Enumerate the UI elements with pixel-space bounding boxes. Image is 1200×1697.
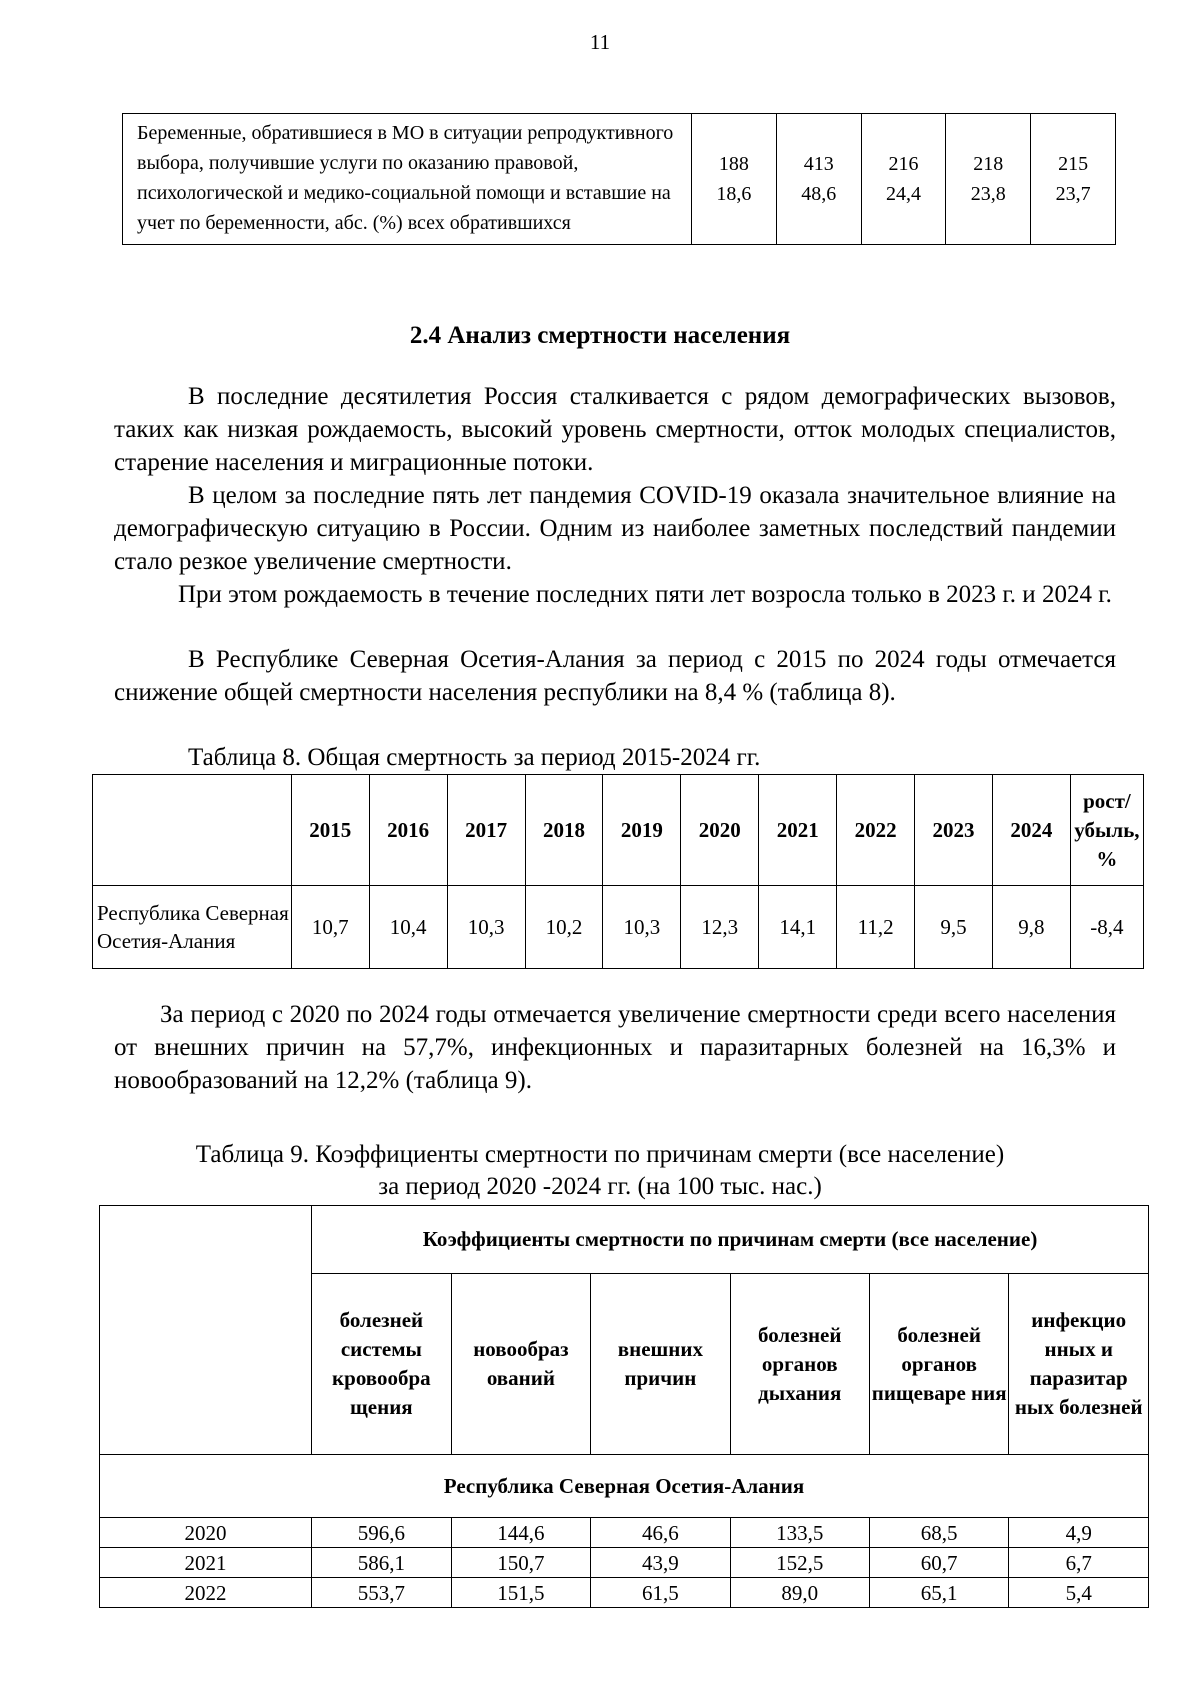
column-header: внешних причин	[591, 1274, 730, 1455]
column-header: 2023	[915, 775, 993, 886]
group-header: Коэффициенты смертности по причинам смерти (все население)	[312, 1206, 1149, 1274]
table-cell: 152,5	[730, 1548, 869, 1578]
table-header-row	[93, 775, 1144, 886]
table-cell: 4,9	[1009, 1518, 1149, 1548]
table-row	[100, 1578, 1149, 1608]
value-abs: 188	[718, 153, 749, 175]
value-cell	[861, 114, 946, 245]
table-row	[123, 114, 1116, 245]
table-cell: 10,3	[603, 886, 681, 969]
column-header: болезней органов дыхания	[730, 1274, 869, 1455]
table-cell: 5,4	[1009, 1578, 1149, 1608]
column-header: болезней системы кровообра щения	[312, 1274, 452, 1455]
value-pct: 23,7	[1055, 183, 1091, 205]
value-cell	[1031, 114, 1116, 245]
value-abs: 413	[803, 153, 834, 175]
column-header: болезней органов пищеваре ния	[869, 1274, 1009, 1455]
value-pct: 48,6	[801, 183, 837, 205]
table-cell: 10,2	[525, 886, 603, 969]
paragraph: За период с 2020 по 2024 годы отмечается увеличение смертности среди всего населения от внешних причин на 57,7%, инфекционных и паразитарных болезней на 16,3% и новообразований на 12,2% (таблица 9).	[114, 1001, 1116, 1094]
table-cell: 14,1	[759, 886, 837, 969]
year-cell: 2020	[100, 1518, 312, 1548]
table-cell: 61,5	[591, 1578, 730, 1608]
row-description: Беременные, обратившиеся в МО в ситуации репродуктивного выбора, получившие услуги по оказанию правовой, психологической и медико-социальной помощи и вставшие на учет по беременности, абс. (%) всех обратившихся	[123, 114, 692, 245]
table8-caption: Таблица 8. Общая смертность за период 2015-2024 гг.	[188, 744, 761, 771]
table-cell: 596,6	[312, 1518, 452, 1548]
value-cell	[776, 114, 861, 245]
column-header: инфекцио нных и паразитар ных болезней	[1009, 1274, 1149, 1455]
table-cell: 9,8	[992, 886, 1070, 969]
table-cell: 150,7	[451, 1548, 591, 1578]
region-row	[100, 1455, 1149, 1518]
table-cell: 43,9	[591, 1548, 730, 1578]
table-cell: 133,5	[730, 1518, 869, 1548]
table-cell: 46,6	[591, 1518, 730, 1548]
region-label: Республика Северная Осетия-Алания	[100, 1455, 1149, 1518]
table-row	[93, 886, 1144, 969]
table-cell: 10,7	[291, 886, 369, 969]
column-header: 2016	[369, 775, 447, 886]
column-header: 2017	[447, 775, 525, 886]
pregnant-services-table	[122, 113, 1116, 245]
table-cell: 65,1	[869, 1578, 1009, 1608]
table-cell: 586,1	[312, 1548, 452, 1578]
table-cell: 60,7	[869, 1548, 1009, 1578]
table-cell: 144,6	[451, 1518, 591, 1548]
column-header: 2018	[525, 775, 603, 886]
paragraph: В последние десятилетия Россия сталкивается с рядом демографических вызовов, таких как низкая рождаемость, высокий уровень смертности, отток молодых специалистов, старение населения и миграционные потоки.	[114, 383, 1116, 476]
table9-caption-line2: за период 2020 -2024 гг. (на 100 тыс. нас.)	[378, 1173, 822, 1200]
table-cell: 553,7	[312, 1578, 452, 1608]
paragraph: В целом за последние пять лет пандемия COVID-19 оказала значительное влияние на демографическую ситуацию в России. Одним из наиболее заметных последствий пандемии стало резкое увеличение смертности.	[114, 482, 1116, 575]
table-header-row	[100, 1206, 1149, 1274]
column-header: 2019	[603, 775, 681, 886]
value-pct: 18,6	[716, 183, 752, 205]
table-cell: 89,0	[730, 1578, 869, 1608]
column-header-growth: рост/убыль, %	[1070, 775, 1143, 886]
value-abs: 216	[888, 153, 919, 175]
table-row	[100, 1548, 1149, 1578]
value-pct: 23,8	[970, 183, 1006, 205]
paragraph: В Республике Северная Осетия-Алания за период с 2015 по 2024 годы отмечается снижение общей смертности населения республики на 8,4 % (таблица 8).	[114, 646, 1116, 706]
table-cell: 12,3	[681, 886, 759, 969]
value-pct: 24,4	[885, 183, 921, 205]
table9-caption-line1: Таблица 9. Коэффициенты смертности по причинам смерти (все население)	[195, 1141, 1005, 1168]
column-header: 2024	[992, 775, 1070, 886]
column-header: 2015	[291, 775, 369, 886]
section-heading: 2.4 Анализ смертности населения	[409, 322, 791, 349]
column-header: новообраз ований	[451, 1274, 591, 1455]
table-row	[100, 1518, 1149, 1548]
page-number: 11	[589, 30, 611, 54]
empty-header-cell	[93, 775, 292, 886]
table-cell: 10,3	[447, 886, 525, 969]
table-cell: 6,7	[1009, 1548, 1149, 1578]
mortality-causes-table-9	[99, 1205, 1149, 1608]
table-cell: 10,4	[369, 886, 447, 969]
table-cell: 68,5	[869, 1518, 1009, 1548]
mortality-table-8	[92, 774, 1144, 969]
table-cell: -8,4	[1070, 886, 1143, 969]
value-cell	[692, 114, 777, 245]
table-cell: 151,5	[451, 1578, 591, 1608]
empty-header-cell	[100, 1206, 312, 1455]
row-label: Республика Северная Осетия-Алания	[93, 886, 292, 969]
column-header: 2020	[681, 775, 759, 886]
table-cell: 11,2	[837, 886, 915, 969]
table-cell: 9,5	[915, 886, 993, 969]
paragraph: При этом рождаемость в течение последних пяти лет возросла только в 2023 г. и 2024 г.	[178, 581, 1112, 608]
table9-caption	[0, 1139, 1200, 1203]
column-header: 2022	[837, 775, 915, 886]
year-cell: 2022	[100, 1578, 312, 1608]
value-abs: 215	[1058, 153, 1089, 175]
value-abs: 218	[973, 153, 1004, 175]
column-header: 2021	[759, 775, 837, 886]
year-cell: 2021	[100, 1548, 312, 1578]
value-cell	[946, 114, 1031, 245]
